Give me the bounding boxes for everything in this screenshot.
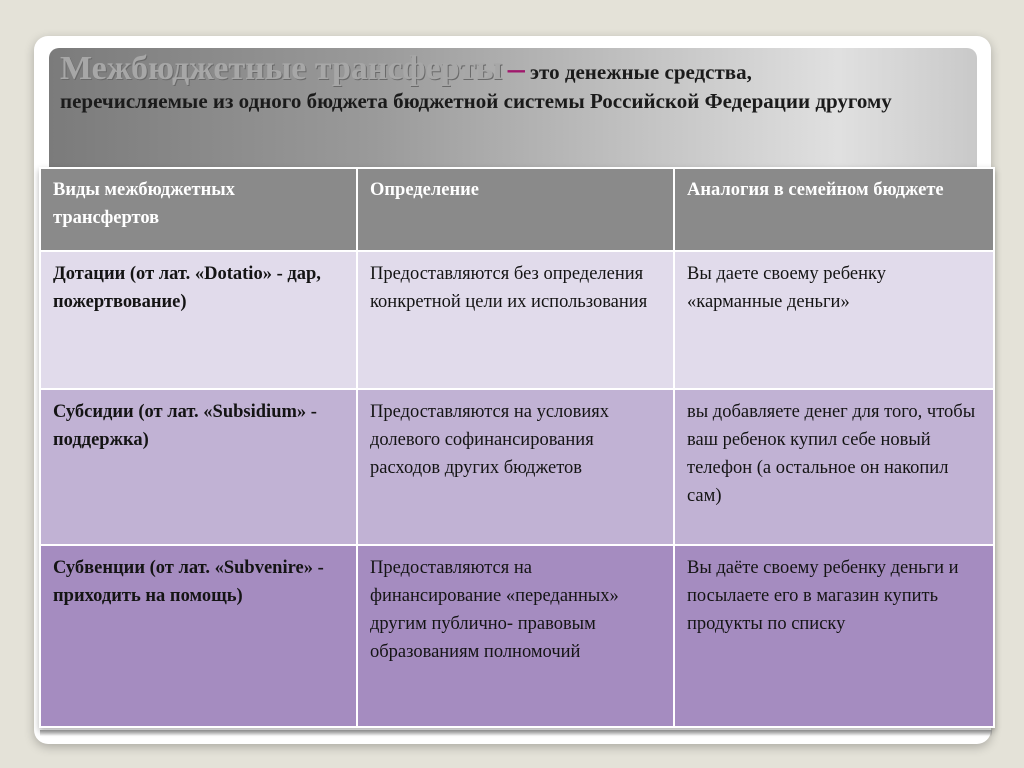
header-kinds: Виды межбюджетных трансфертов: [40, 168, 357, 251]
cell-definition: Предоставляются на условиях долевого софинансирования расходов других бюджетов: [357, 389, 674, 545]
transfers-table: [39, 167, 995, 728]
cell-analogy: Вы даёте своему ребенку деньги и посылаете его в магазин купить продукты по списку: [674, 545, 994, 727]
cell-definition: Предоставляются на финансирование «переданных» другим публично- правовым образованиям полномочий: [357, 545, 674, 727]
title-definition-start: это денежные средства,: [529, 60, 752, 84]
table-row-subventions: [40, 545, 994, 727]
cell-analogy: вы добавляете денег для того, чтобы ваш ребенок купил себе новый телефон (а остальное он накопил сам): [674, 389, 994, 545]
cell-analogy: Вы даете своему ребенку «карманные деньги»: [674, 251, 994, 389]
slide-title: [60, 52, 980, 116]
title-term: Межбюджетные трансферты: [60, 50, 503, 87]
table-row-dotations: [40, 251, 994, 389]
header-analogy: Аналогия в семейном бюджете: [674, 168, 994, 251]
cell-definition: Предоставляются без определения конкретной цели их использования: [357, 251, 674, 389]
table-shadow: [40, 730, 992, 736]
cell-kind: Дотации (от лат. «Dotatio» - дар, пожертвование): [40, 251, 357, 389]
header-definition: Определение: [357, 168, 674, 251]
title-dash: –: [507, 50, 525, 87]
cell-kind: Субсидии (от лат. «Subsidium» - поддержка): [40, 389, 357, 545]
cell-kind: Субвенции (от лат. «Subvenire» - приходить на помощь): [40, 545, 357, 727]
table-row-subsidies: [40, 389, 994, 545]
table-header-row: [40, 168, 994, 251]
title-definition-rest: перечисляемые из одного бюджета бюджетной системы Российской Федерации другому: [60, 89, 892, 113]
